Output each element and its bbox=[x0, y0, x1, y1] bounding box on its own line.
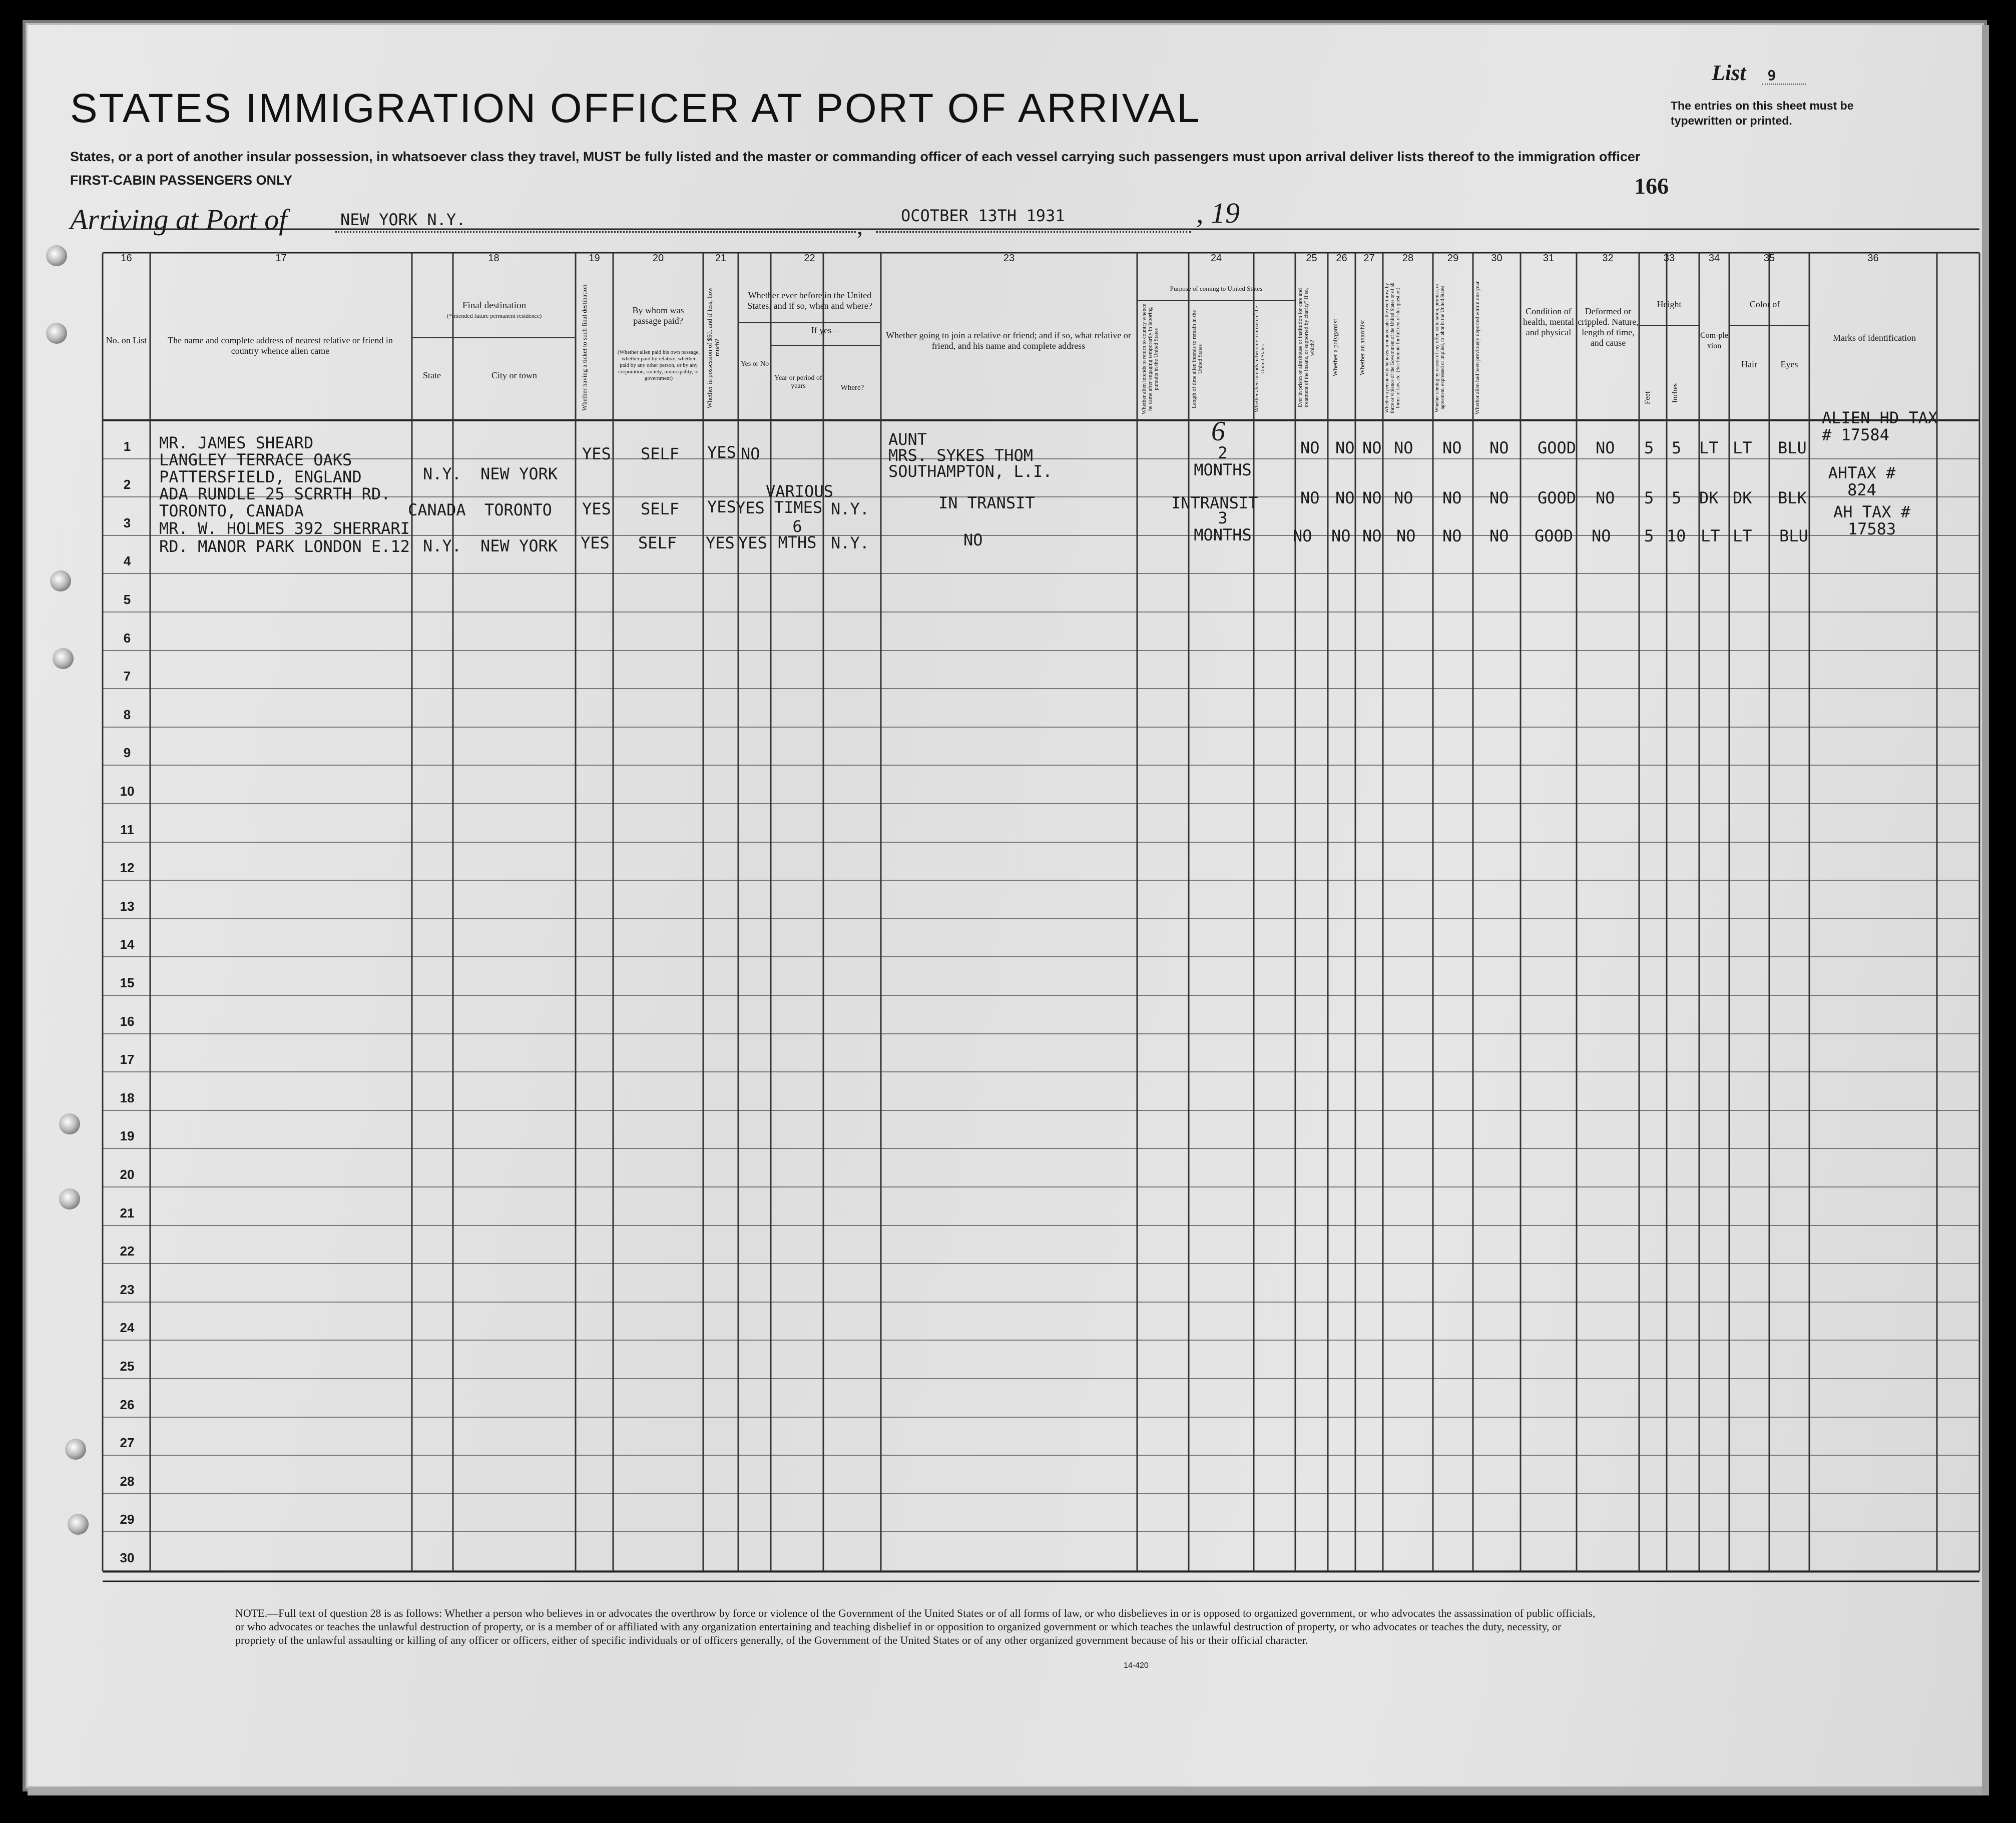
city-value: NEW YORK bbox=[480, 536, 558, 555]
before-value: YES bbox=[736, 498, 765, 517]
row-number: 3 bbox=[123, 515, 131, 530]
marks-line: AH TAX # bbox=[1833, 502, 1911, 521]
relative-address-line: ADA RUNDLE 25 SCRRTH RD. bbox=[159, 484, 391, 503]
header-passage-paid-note: (Whether alien paid his own passage, whether paid by relative, whether paid by any other person, or by any corporation, society, municipality, or government) bbox=[617, 349, 700, 381]
col-num-34: 34 bbox=[1708, 253, 1720, 264]
row-number: 21 bbox=[120, 1205, 135, 1221]
header-if-yes: If yes— bbox=[811, 325, 841, 335]
col-num-29: 29 bbox=[1447, 253, 1459, 264]
join-relative-value: NO bbox=[963, 530, 983, 549]
binder-hole bbox=[59, 1188, 80, 1209]
prison-value: NO bbox=[1300, 438, 1320, 457]
header-purpose-sub1: Whether alien intends to return to country whence he came after engaging temporarily in laboring pursuits in the United States bbox=[1141, 304, 1159, 414]
col-num-25: 25 bbox=[1306, 253, 1317, 264]
row-number: 23 bbox=[120, 1282, 135, 1297]
header-complexion: Com-plexion bbox=[1700, 331, 1728, 350]
row-number: 26 bbox=[120, 1397, 135, 1412]
deformed-value: NO bbox=[1596, 438, 1615, 457]
col-num-20: 20 bbox=[652, 253, 664, 264]
header-purpose: Purpose of coming to United States bbox=[1170, 285, 1263, 292]
row-number: 22 bbox=[120, 1244, 135, 1259]
marks-line: 17583 bbox=[1847, 519, 1896, 538]
year-prefix: , 19 bbox=[1196, 197, 1240, 229]
q28-value: NO bbox=[1396, 526, 1416, 545]
length-of-stay bbox=[1190, 444, 1255, 478]
binder-hole bbox=[59, 1113, 80, 1134]
anarchist-value: NO bbox=[1362, 488, 1382, 507]
q30-value: NO bbox=[1489, 488, 1509, 507]
length-line: 3 bbox=[1218, 508, 1228, 527]
col-num-19: 19 bbox=[589, 253, 600, 264]
col-num-17: 17 bbox=[275, 253, 287, 264]
col-num-33: 33 bbox=[1663, 253, 1675, 264]
comma-1: , bbox=[857, 213, 863, 240]
header-city: City or town bbox=[491, 370, 537, 380]
header-eyes: Eyes bbox=[1780, 359, 1798, 369]
row-number: 14 bbox=[120, 937, 135, 952]
marks-value bbox=[1822, 503, 1922, 537]
row-number: 17 bbox=[120, 1052, 135, 1067]
polygamist-value: NO bbox=[1331, 526, 1351, 545]
q29-value: NO bbox=[1442, 488, 1462, 507]
city-value: TORONTO bbox=[484, 500, 552, 519]
join-relative-value: IN TRANSIT bbox=[938, 493, 1035, 512]
period-value: VARIOUS TIMES bbox=[766, 482, 833, 517]
header-q30: Whether alien had been previously deported within one year bbox=[1474, 281, 1480, 414]
binder-hole bbox=[46, 323, 67, 344]
row-number: 16 bbox=[120, 1014, 135, 1029]
header-purpose-sub2: Length of time alien intends to remain in the United States bbox=[1191, 310, 1203, 408]
length-line: 2 bbox=[1218, 443, 1228, 462]
header-q28: Whether a person who believes in or advocates the overthrow by force or violence of the Government of the United States or of all forms of law, etc. (See footnote for full text of this question) bbox=[1384, 282, 1401, 413]
q30-value: NO bbox=[1489, 526, 1509, 545]
inches-value: 5 bbox=[1672, 488, 1682, 507]
header-feet: Feet bbox=[1644, 391, 1652, 404]
form-code: 14-420 bbox=[1124, 1661, 1149, 1670]
header-final-destination-note: (*Intended future permanent residence) bbox=[446, 312, 542, 319]
ticket-value: YES bbox=[582, 444, 611, 463]
ticket-value: YES bbox=[582, 499, 611, 518]
before-value: NO bbox=[741, 444, 760, 463]
eyes-value: BLK bbox=[1778, 488, 1807, 507]
health-value: GOOD bbox=[1535, 526, 1574, 545]
eyes-value: BLU bbox=[1778, 438, 1807, 457]
col-num-32: 32 bbox=[1602, 253, 1614, 264]
header-no-on-list: No. on List bbox=[106, 335, 147, 345]
header-year-period: Year or period of years bbox=[774, 374, 822, 390]
health-value: GOOD bbox=[1538, 488, 1577, 507]
anarchist-value: NO bbox=[1362, 526, 1382, 545]
feet-value: 5 bbox=[1644, 526, 1654, 545]
deformed-value: NO bbox=[1596, 488, 1615, 507]
col-num-18: 18 bbox=[488, 253, 499, 264]
state-value: N.Y. bbox=[423, 536, 462, 555]
row-number: 29 bbox=[120, 1512, 135, 1527]
header-before-us: Whether ever before in the United States; and if so, when and where? bbox=[747, 290, 872, 311]
header-color-of: Color of— bbox=[1749, 299, 1789, 309]
list-number: List 9 bbox=[1712, 60, 1806, 86]
header-yes-no: Yes or No bbox=[740, 360, 769, 368]
col-num-26: 26 bbox=[1336, 253, 1347, 264]
relative-address-line: RD. MANOR PARK LONDON E.12 bbox=[159, 537, 410, 556]
city-value: NEW YORK bbox=[480, 464, 558, 483]
table-row bbox=[159, 434, 362, 485]
row-number: 30 bbox=[120, 1550, 135, 1565]
join-relative-value bbox=[888, 431, 1053, 479]
paid-value: SELF bbox=[641, 444, 680, 463]
col-num-27: 27 bbox=[1363, 253, 1375, 264]
row-number: 13 bbox=[120, 899, 135, 914]
paid-value: SELF bbox=[638, 533, 677, 552]
header-deformed: Deformed or crippled. Nature, length of time, and cause bbox=[1578, 306, 1639, 348]
complexion-value: LT bbox=[1701, 526, 1720, 545]
prison-value: NO bbox=[1300, 488, 1320, 507]
col-num-22: 22 bbox=[804, 253, 815, 264]
relative-address-line: PATTERSFIELD, ENGLAND bbox=[159, 467, 362, 486]
binder-hole bbox=[65, 1439, 86, 1460]
row-number: 7 bbox=[123, 669, 131, 684]
class-line: FIRST-CABIN PASSENGERS ONLY bbox=[70, 173, 293, 188]
feet-value: 5 bbox=[1644, 438, 1654, 457]
header-prison: Ever in prison or almshouse or institution for care and treatment of the insane, or supported by charity? If so, which? bbox=[1297, 288, 1315, 408]
length-line: MONTHS bbox=[1194, 460, 1252, 479]
polygamist-value: NO bbox=[1335, 488, 1355, 507]
hair-value: DK bbox=[1733, 488, 1752, 507]
hair-value: LT bbox=[1733, 438, 1752, 457]
table-row bbox=[159, 519, 410, 555]
header-purpose-sub3: Whether alien intends to become a citizen of the United States bbox=[1254, 306, 1266, 412]
page-subtitle: States, or a port of another insular possession, in whatsoever class they travel, MUST be fully listed and the master or commanding officer of each vessel carrying such passengers must upon arrival deliver lists thereof to the immigration officer bbox=[70, 149, 1641, 164]
period-value: 6 MTHS bbox=[778, 517, 817, 552]
page-title: STATES IMMIGRATION OFFICER AT PORT OF ARRIVAL bbox=[70, 86, 1201, 131]
col-num-24: 24 bbox=[1210, 253, 1222, 264]
col-num-36: 36 bbox=[1867, 253, 1879, 264]
relative-address-line: MR. W. HOLMES 392 SHERRARI bbox=[159, 519, 410, 538]
marks-line: AHTAX # bbox=[1828, 463, 1896, 482]
binder-hole bbox=[68, 1514, 89, 1535]
row-number: 20 bbox=[120, 1167, 135, 1182]
row-number: 15 bbox=[120, 975, 135, 990]
join-line: AUNT bbox=[888, 430, 927, 449]
length-of-stay bbox=[1190, 509, 1255, 543]
row-number: 18 bbox=[120, 1090, 135, 1105]
row-number: 5 bbox=[123, 592, 131, 607]
feet-value: 5 bbox=[1644, 488, 1654, 507]
money-value: YES bbox=[706, 533, 735, 552]
complexion-value: LT bbox=[1699, 438, 1719, 457]
complexion-value: DK bbox=[1699, 488, 1719, 507]
row-number: 24 bbox=[120, 1320, 135, 1335]
col-num-16: 16 bbox=[121, 253, 132, 264]
header-state: State bbox=[423, 370, 441, 380]
q28-value: NO bbox=[1394, 488, 1413, 507]
header-join-relative: Whether going to join a relative or friend; and if so, what relative or friend, and his name and complete address bbox=[886, 330, 1131, 351]
inches-value: 10 bbox=[1667, 526, 1686, 545]
polygamist-value: NO bbox=[1335, 438, 1355, 457]
paid-value: SELF bbox=[641, 499, 680, 518]
marks-value bbox=[1822, 464, 1902, 498]
eyes-value: BLU bbox=[1779, 526, 1808, 545]
q28-value: NO bbox=[1394, 438, 1413, 457]
row-number: 19 bbox=[120, 1128, 135, 1143]
row-number: 28 bbox=[120, 1474, 135, 1489]
col-num-21: 21 bbox=[715, 253, 727, 264]
row-number: 6 bbox=[123, 631, 131, 646]
row-number: 25 bbox=[120, 1359, 135, 1374]
join-line: SOUTHAMPTON, L.I. bbox=[888, 462, 1053, 481]
typewritten-notice: The entries on this sheet must be typewritten or printed. bbox=[1671, 99, 1854, 127]
header-inches: Inches bbox=[1671, 383, 1679, 403]
prison-value: NO bbox=[1293, 526, 1312, 545]
health-value: GOOD bbox=[1538, 438, 1577, 457]
money-value: YES bbox=[707, 443, 736, 462]
row-number: 8 bbox=[123, 707, 131, 722]
page-number: 166 bbox=[1634, 173, 1669, 199]
state-value: CANADA bbox=[408, 500, 466, 519]
marks-line: # 17584 bbox=[1822, 425, 1889, 444]
col-num-35: 35 bbox=[1763, 253, 1775, 264]
length-of-stay: INTRANSIT bbox=[1171, 493, 1258, 512]
header-where: Where? bbox=[840, 384, 864, 392]
header-marks: Marks of identification bbox=[1833, 333, 1916, 343]
join-line: MRS. SYKES THOM bbox=[888, 446, 1033, 465]
row-number: 11 bbox=[120, 822, 134, 837]
table-row bbox=[159, 485, 390, 519]
where-value: N.Y. bbox=[831, 499, 870, 518]
anarchist-value: NO bbox=[1362, 438, 1382, 457]
relative-address-line: TORONTO, CANADA bbox=[159, 501, 304, 520]
header-anarchist: Whether an anarchist bbox=[1358, 320, 1366, 376]
row-number: 4 bbox=[123, 553, 131, 568]
col-num-31: 31 bbox=[1543, 253, 1555, 264]
before-value: YES bbox=[738, 533, 767, 552]
marks-value bbox=[1822, 409, 1937, 443]
header-ticket: Whether having a ticket to such final destination bbox=[581, 284, 588, 411]
col-num-30: 30 bbox=[1491, 253, 1502, 264]
binder-hole bbox=[50, 570, 71, 591]
arrival-date: OCOTBER 13TH 1931 bbox=[901, 206, 1065, 225]
row-number: 27 bbox=[120, 1435, 135, 1450]
money-value: YES bbox=[707, 497, 736, 516]
hair-value: LT bbox=[1733, 526, 1752, 545]
where-value: N.Y. bbox=[831, 533, 870, 552]
row-number: 2 bbox=[123, 477, 131, 492]
q29-value: NO bbox=[1442, 526, 1462, 545]
relative-address-line: LANGLEY TERRACE OAKS bbox=[159, 450, 352, 469]
marks-line: 824 bbox=[1847, 480, 1876, 499]
state-value: N.Y. bbox=[423, 464, 462, 483]
binder-hole bbox=[46, 245, 67, 266]
q29-value: NO bbox=[1442, 438, 1462, 457]
relative-address-line: MR. JAMES SHEARD bbox=[159, 433, 314, 452]
header-health: Condition of health, mental and physical bbox=[1523, 306, 1574, 337]
header-money: Whether in possession of $50, and if less, how much? bbox=[706, 287, 721, 408]
header-polygamist: Whether a polygamist bbox=[1331, 319, 1339, 377]
row-number: 10 bbox=[120, 784, 135, 799]
binder-hole bbox=[53, 648, 74, 669]
q30-value: NO bbox=[1489, 438, 1509, 457]
marks-line: ALIEN HD TAX bbox=[1822, 408, 1938, 427]
handwritten-annotation: 6 bbox=[1211, 416, 1225, 447]
deformed-value: NO bbox=[1592, 526, 1611, 545]
header-hair: Hair bbox=[1741, 359, 1757, 369]
header-final-destination: Final destination bbox=[462, 300, 527, 311]
footnote-q28: NOTE.—Full text of question 28 is as follows: Whether a person who believes in or advocates the overthrow by force or violence of the Government of the United States or of all forms of law, or who disbelieves in or is opposed to organized government, or who advocates the assassination of public officials, or who advocates or teaches the unlawful destruction of property, or is a member of or affiliated with any organization entertaining and teaching disbelief in or opposition to organized government or which teaches the unlawful destruction of property, or who advocates or teaches the duty, necessity, or propriety of the unlawful assaulting or killing of any officer or officers, either of specific individuals or of officers generally, of the Government of the United States or of any other organized government because of his or their official character. bbox=[235, 1607, 1596, 1646]
port-of-arrival: NEW YORK N.Y. bbox=[340, 210, 466, 229]
row-number: 9 bbox=[123, 745, 131, 760]
arriving-label: Arriving at Port of bbox=[70, 203, 287, 236]
header-passage-paid: By whom was passage paid? bbox=[632, 305, 684, 326]
length-line: MONTHS bbox=[1194, 525, 1252, 544]
col-num-28: 28 bbox=[1402, 253, 1414, 264]
header-q29: Whether coming by reason of any offer, solicitation, promise, or agreement, expressed or implied, to labor in the United States bbox=[1434, 283, 1445, 412]
header-relative-address: The name and complete address of nearest relative or friend in country whence alien came bbox=[168, 335, 393, 356]
col-num-23: 23 bbox=[1003, 253, 1015, 264]
row-number: 1 bbox=[123, 439, 131, 454]
inches-value: 5 bbox=[1672, 438, 1682, 457]
row-number: 12 bbox=[120, 860, 135, 875]
ticket-value: YES bbox=[581, 533, 610, 552]
header-height: Height bbox=[1657, 299, 1682, 309]
